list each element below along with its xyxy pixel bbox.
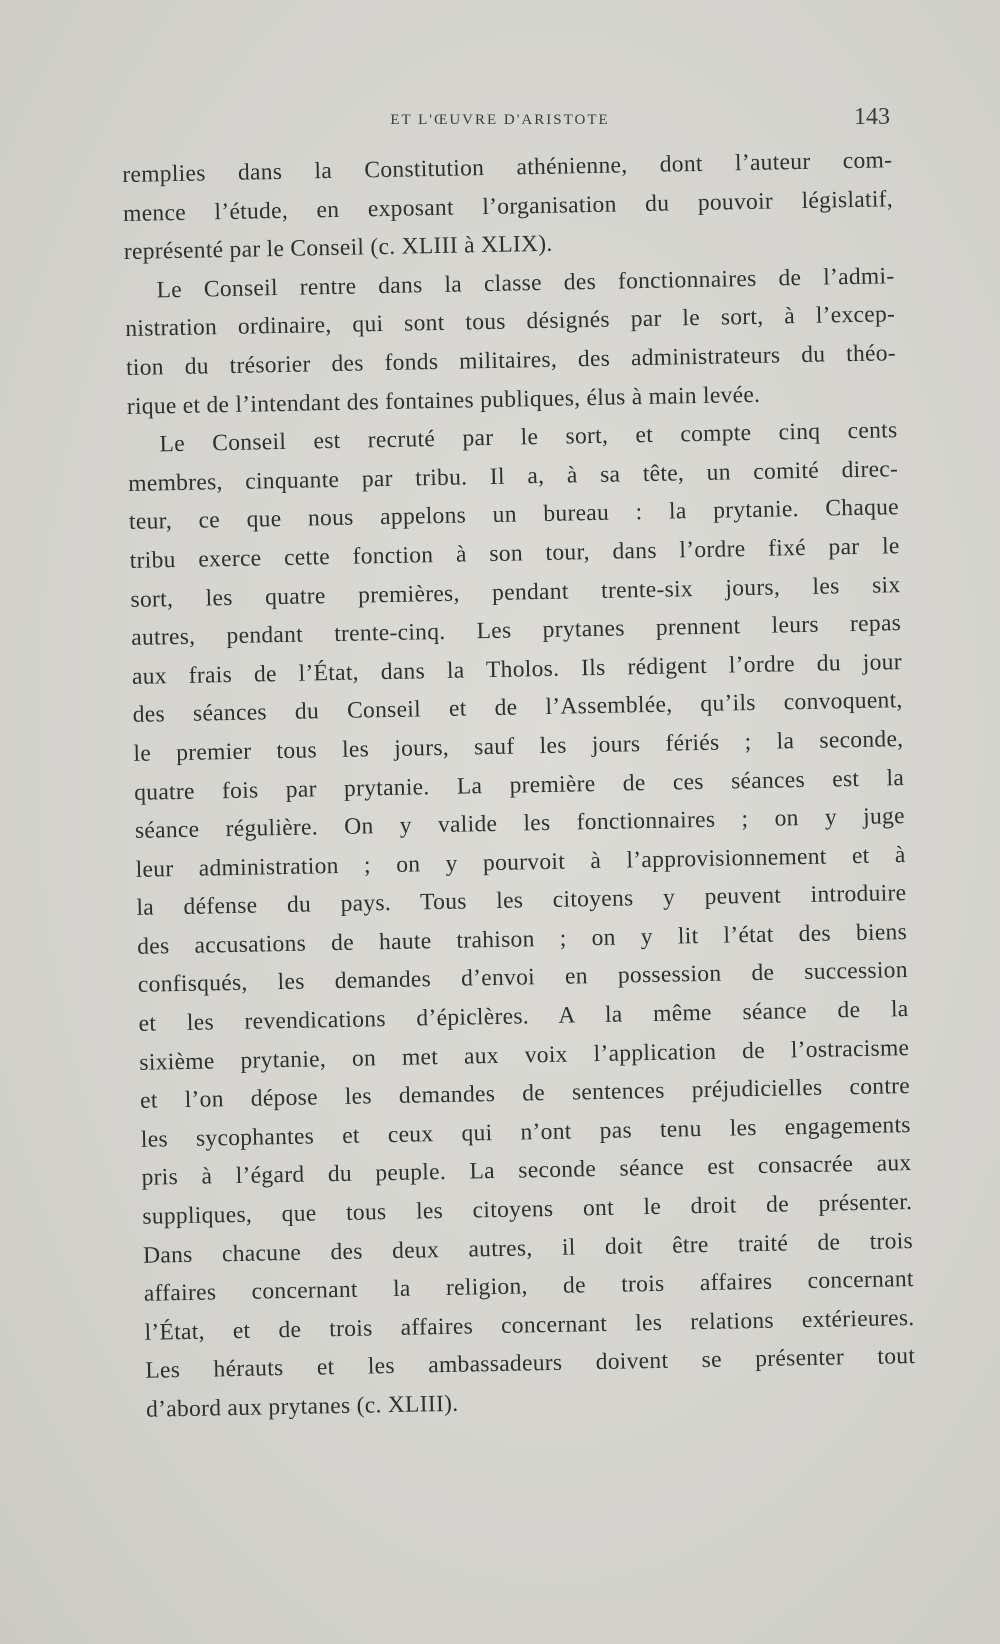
text-line: Le Conseil est recruté par le sort, et compte cinq cents	[159, 417, 898, 458]
text-line: leur administration ; on y pourvoit à l’approvisionnement et à	[135, 841, 906, 883]
text-line: et l’on dépose les demandes de sentences préjudicielles contre	[139, 1073, 911, 1115]
text-line: suppliques, que tous les citoyens ont le droit de présenter.	[142, 1189, 913, 1230]
text-line: aux frais de l’État, dans la Tholos. Ils rédigent l’ordre du jour	[131, 648, 903, 690]
text-line: affaires concernant la religion, de trois affaires concernant	[143, 1266, 914, 1308]
text-line: et les revendications d’épiclères. A la même séance de la	[138, 996, 909, 1037]
text-line: rique et de l’intendant des fontaines publiques, élus à main levée.	[126, 381, 761, 420]
text-line: tion du trésorier des fonds militaires, des administrateurs du théo-	[125, 340, 897, 381]
text-line: mence l’étude, en exposant l’organisation du pouvoir législatif,	[122, 185, 894, 227]
text-line: séance régulière. On y valide les fonctionnaires ; on y juge	[134, 803, 906, 844]
text-line: Dans chacune des deux autres, il doit être traité de trois	[142, 1227, 914, 1269]
text-line: nistration ordinaire, qui sont tous désignés par le sort, à l’excep-	[125, 301, 896, 343]
text-line: pris à l’égard du peuple. La seconde séance est consacrée aux	[141, 1150, 912, 1192]
text-line: teur, ce que nous appelons un bureau : la prytanie. Chaque	[128, 494, 900, 536]
running-head: ET L'ŒUVRE D'ARISTOTE	[390, 112, 610, 128]
text-line: autres, pendant trente-cinq. Les prytanes prennent leurs repas	[131, 610, 902, 652]
text-line: tribu exerce cette fonction à son tour, dans l’ordre fixé par le	[129, 533, 900, 574]
text-line: membres, cinquante par tribu. Il a, à sa tête, un comité direc-	[128, 455, 899, 497]
text-line: confisqués, les demandes d’envoi en possession de succession	[137, 957, 909, 999]
text-line: sort, les quatre premières, pendant trente-six jours, les six	[130, 571, 901, 613]
text-line: les sycophantes et ceux qui n’ont pas tenu les engagements	[140, 1111, 911, 1153]
text-line: le premier tous les jours, sauf les jours fériés ; la seconde,	[133, 726, 904, 767]
text-line: sixième prytanie, on met aux voix l’application de l’ostracisme	[139, 1034, 910, 1076]
body-text	[122, 141, 916, 1429]
text-line: quatre fois par prytanie. La première de ces séances est la	[133, 764, 905, 806]
page-number: 143	[854, 104, 890, 130]
text-line: des séances du Conseil et de l’Assemblée, qu’ils convoquent,	[132, 687, 903, 729]
text-line: des accusations de haute trahison ; on y lit l’état des biens	[136, 918, 908, 960]
text-line: la défense du pays. Tous les citoyens y peuvent introduire	[136, 880, 907, 922]
text-line: remplies dans la Constitution athénienne, dont l’auteur com-	[122, 147, 893, 188]
text-line: Les hérauts et les ambassadeurs doivent se présenter tout	[145, 1343, 916, 1385]
text-line: d’abord aux prytanes (c. XLIII).	[145, 1390, 459, 1423]
text-line: l’État, et de trois affaires concernant les relations extérieures.	[144, 1304, 915, 1346]
text-line: Le Conseil rentre dans la classe des fonctionnaires de l’admi-	[156, 262, 895, 304]
text-line: représenté par le Conseil (c. XLIII à XLIX).	[123, 230, 553, 266]
